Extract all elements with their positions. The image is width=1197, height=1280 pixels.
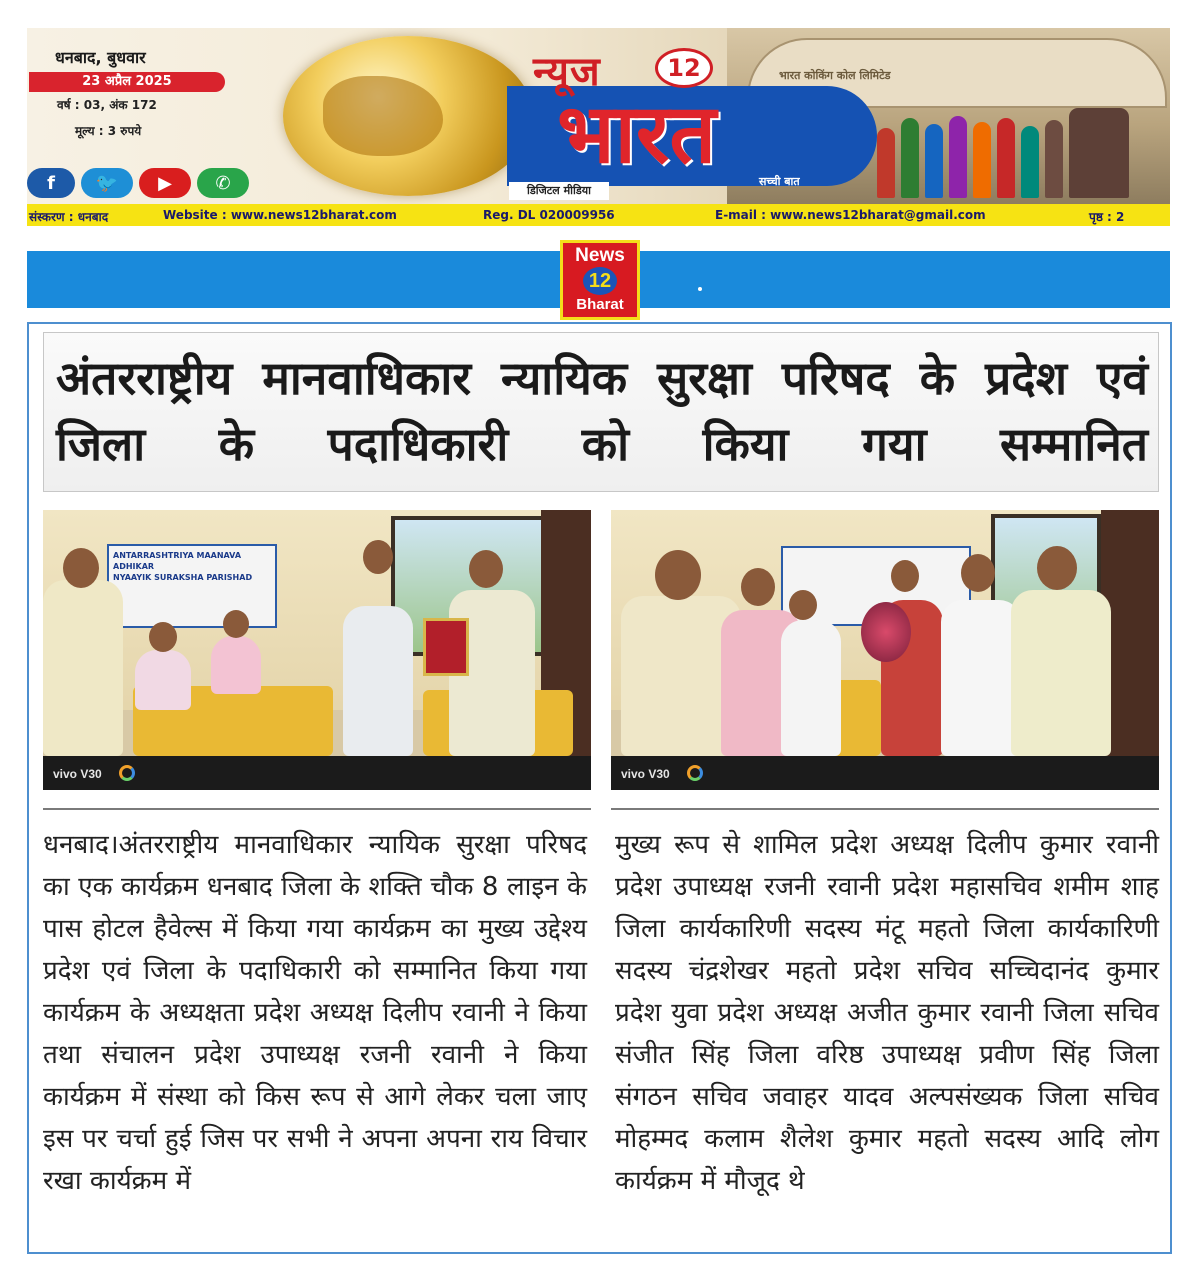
logo-news-text: न्यूज: [533, 48, 601, 95]
flower-bouquet: [861, 602, 911, 662]
gate-text: भारत कोकिंग कोल लिमिटेड: [779, 69, 891, 82]
masthead: [27, 28, 1170, 204]
workers-figures: [877, 98, 1157, 198]
person-head: [961, 554, 995, 592]
camera-ring-icon: [119, 765, 135, 781]
person: [1011, 590, 1111, 756]
figure: [1045, 120, 1063, 198]
person-head: [149, 622, 177, 652]
article-headline: अंतरराष्ट्रीय मानवाधिकार न्यायिक सुरक्षा परिषद के प्रदेश एवं जिला के पदाधिकारी को किया गया सम्मानित: [56, 351, 1148, 471]
figure: [925, 124, 943, 198]
news12-badge-logo: [560, 240, 640, 320]
event-banner: [107, 544, 277, 628]
band-dot: [698, 287, 702, 291]
column-rule: [611, 808, 1159, 810]
person-head: [469, 550, 503, 588]
masthead-info: [27, 28, 257, 204]
banner-line: NYAAYIK SURAKSHA PARISHAD: [113, 573, 253, 582]
person: [941, 600, 1021, 756]
info-bar: [27, 204, 1170, 226]
figure: [949, 116, 967, 198]
headline-box: [43, 332, 1159, 492]
camera-label: vivo V30: [621, 767, 670, 781]
logo-bharat-text: भारत: [557, 86, 717, 182]
twitter-icon[interactable]: 🐦: [81, 168, 133, 198]
person-head: [655, 550, 701, 600]
person-head: [891, 560, 919, 592]
figure: [1069, 108, 1129, 198]
news12-bharat-logo: [497, 42, 887, 202]
person-head: [363, 540, 393, 574]
figure: [997, 118, 1015, 198]
article-column-1: धनबाद।अंतरराष्ट्रीय मानवाधिकार न्यायिक सुरक्षा परिषद का एक कार्यक्रम धनबाद जिला के शक्ति चौक 8 लाइन के पास होटल हैवेल्स में किया गया कार्यक्रम का मुख्य उद्देश्य प्रदेश एवं जिला के पदाधिकारी को सम्मानित किया गया कार्यक्रम के अध्यक्षता प्रदेश अध्यक्ष दिलीप रवानी ने किया तथा संचालन प्रदेश उपाध्यक्ष रजनी रवानी ने किया कार्यक्रम में संस्था को किस रूप से आगे लेकर चला जाए इस पर चर्चा हुई जिस पर सभी ने अपना अपना राय विचार रखा कार्यक्रम में: [43, 830, 587, 1196]
person-head: [789, 590, 817, 620]
figure: [901, 118, 919, 198]
certificate: [423, 618, 469, 676]
figure: [1021, 126, 1039, 198]
person: [211, 636, 261, 694]
edition-label: संस्करण : धनबाद: [29, 210, 109, 224]
article-frame: [27, 322, 1172, 1254]
person: [343, 606, 413, 756]
article-photo-1: [43, 510, 591, 790]
figure: [973, 122, 991, 198]
issue-volume: वर्ष : 03, अंक 172: [57, 98, 157, 112]
article-photo-2: [611, 510, 1159, 790]
column-rule: [43, 808, 591, 810]
person-head: [63, 548, 99, 588]
camera-label: vivo V30: [53, 767, 102, 781]
website-link[interactable]: Website : www.news12bharat.com: [163, 208, 397, 222]
person-head: [1037, 546, 1077, 590]
person-head: [223, 610, 249, 638]
person: [135, 650, 191, 710]
registration-number: Reg. DL 020009956: [483, 208, 615, 222]
city-day: धनबाद, बुधवार: [55, 48, 146, 67]
logo-digital-media: डिजिटल मीडिया: [509, 182, 609, 200]
logo-tagline: सच्ची बात: [759, 175, 800, 188]
page-number: पृष्ठ : 2: [1089, 210, 1125, 224]
issue-price: मूल्य : 3 रुपये: [75, 124, 142, 138]
camera-ring-icon: [687, 765, 703, 781]
badge-bharat-text: Bharat: [576, 296, 624, 313]
email-link[interactable]: E-mail : www.news12bharat@gmail.com: [715, 208, 986, 222]
issue-date: 23 अप्रैल 2025: [29, 72, 225, 92]
person-head: [741, 568, 775, 606]
banner-line: ANTARRASHTRIYA MAANAVA ADHIKAR: [113, 551, 242, 571]
camera-watermark-strip: [611, 756, 1159, 790]
whatsapp-icon[interactable]: ✆: [197, 168, 249, 198]
person: [781, 620, 841, 756]
youtube-icon[interactable]: ▶: [139, 168, 191, 198]
globe-continent: [323, 76, 443, 156]
person: [43, 580, 123, 756]
facebook-icon[interactable]: f: [27, 168, 75, 198]
badge-news-text: News: [575, 245, 625, 266]
camera-watermark-strip: [43, 756, 591, 790]
badge-number: 12: [583, 267, 617, 295]
logo-number: 12: [655, 48, 713, 88]
social-links: [27, 168, 249, 198]
globe-graphic: [283, 36, 533, 196]
article-column-2: मुख्य रूप से शामिल प्रदेश अध्यक्ष दिलीप कुमार रवानी प्रदेश उपाध्यक्ष रजनी रवानी प्रदेश महासचिव शमीम शाह जिला कार्यकारिणी सदस्य मंटू महतो जिला कार्यकारिणी सदस्य चंद्रशेखर महतो प्रदेश सचिव सच्चिदानंद कुमार प्रदेश युवा प्रदेश अध्यक्ष अजीत कुमार रवानी जिला सचिव संजीत सिंह जिला वरिष्ठ उपाध्यक्ष प्रवीण सिंह जिला संगठन सचिव जवाहर यादव अल्पसंख्यक जिला सचिव मोहम्मद कलाम शैलेश कुमार महतो सदस्य आदि लोग कार्यक्रम में मौजूद थे: [615, 830, 1159, 1196]
